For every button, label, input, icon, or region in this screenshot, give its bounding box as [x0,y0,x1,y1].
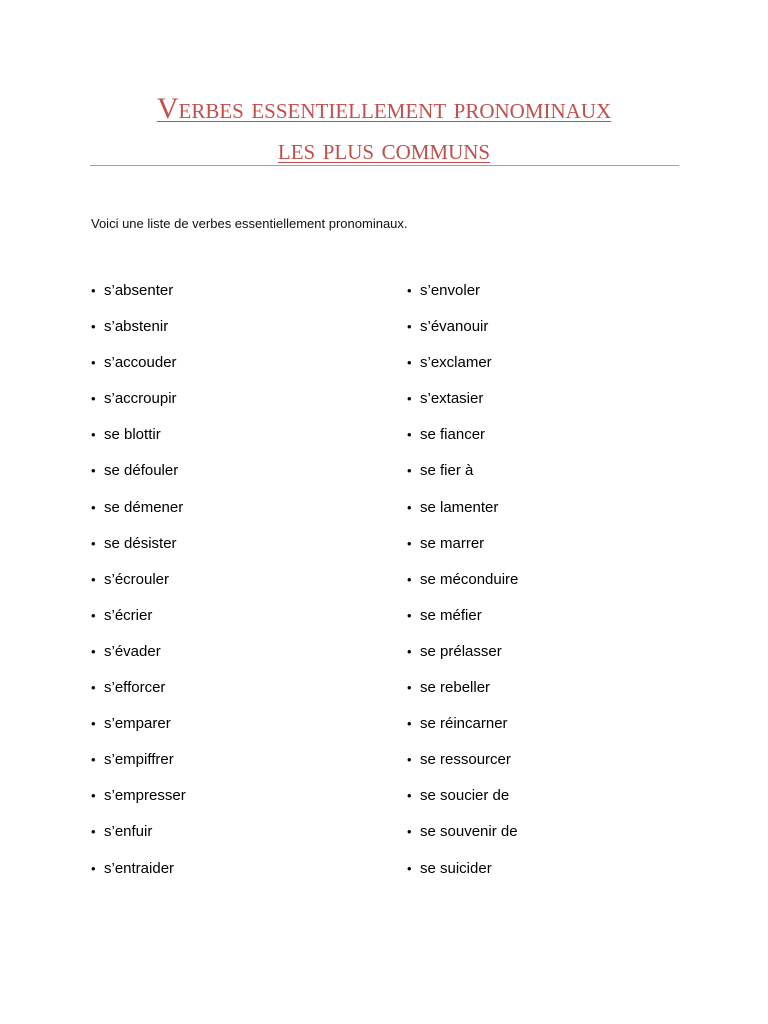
bullet-icon: • [91,427,96,443]
bullet-icon: • [91,535,96,551]
verb-label: s’enfuir [104,823,153,841]
verb-label: se fiancer [420,426,486,444]
verb-list-item [407,820,518,856]
title-line-2: les plus communs [277,133,491,166]
verb-label: s’écrouler [104,570,170,588]
verb-list-item [407,423,518,459]
verb-label: s’écrier [104,606,153,624]
bullet-icon: • [91,499,96,515]
verb-label: se marrer [420,534,485,552]
bullet-icon: • [407,319,412,335]
verb-label: s’extasier [420,390,484,408]
bullet-icon: • [91,391,96,407]
verb-list-item [407,387,518,423]
verb-list-item [407,604,518,640]
verb-list-item [91,387,186,423]
verb-list-item [407,496,518,532]
bullet-icon: • [407,283,412,298]
verb-list-item [407,712,518,748]
bullet-icon: • [91,860,96,876]
verb-list-item [91,315,186,351]
verb-label: se souvenir de [420,823,518,841]
verb-list-item [407,748,518,784]
bullet-icon: • [91,571,96,587]
verb-label: s’emparer [104,715,171,733]
bullet-icon: • [407,535,412,551]
verb-label: s’évader [104,642,161,660]
verb-label: s’accouder [104,354,177,372]
verb-list-item [91,459,186,495]
verb-list-item [407,459,518,495]
bullet-icon: • [91,752,96,768]
bullet-icon: • [407,499,412,515]
bullet-icon: • [407,643,412,659]
verb-label: s’empiffrer [104,751,174,769]
verb-label: se fier à [420,462,474,480]
verb-label: se démener [104,498,184,516]
bullet-icon: • [91,607,96,623]
title-line-1: Verbes essentiellement pronominaux [156,92,612,125]
bullet-icon: • [407,680,412,696]
bullet-icon: • [91,319,96,335]
bullet-icon: • [91,824,96,840]
verb-label: s’empresser [104,787,186,805]
verb-label: se soucier de [420,787,510,805]
bullet-icon: • [407,427,412,443]
bullet-icon: • [407,355,412,371]
verb-list-item [91,784,186,820]
verb-list-item [407,568,518,604]
verb-label: s’efforcer [104,679,166,697]
verb-label: se lamenter [420,498,499,516]
bullet-icon: • [91,643,96,659]
verb-list-item [407,532,518,568]
verb-list-left [91,279,186,893]
document-title [0,88,768,170]
verb-label: s’abstenir [104,318,169,336]
bullet-icon: • [407,391,412,407]
verb-list-right [407,279,518,893]
verb-list-item [91,568,186,604]
verb-list-item [91,857,186,893]
verb-list-item [407,315,518,351]
bullet-icon: • [91,788,96,804]
verb-label: s’évanouir [420,318,489,336]
bullet-icon: • [91,680,96,696]
verb-label: s’exclamer [420,354,492,372]
bullet-icon: • [407,752,412,768]
verb-list-item [407,857,518,893]
verb-list-item [91,279,186,315]
verb-list-item [407,676,518,712]
verb-label: se ressourcer [420,751,511,769]
bullet-icon: • [91,355,96,371]
bullet-icon: • [407,607,412,623]
verb-label: s’accroupir [104,390,177,408]
verb-list-item [91,351,186,387]
verb-list-item [91,820,186,856]
verb-list-item [407,784,518,820]
bullet-icon: • [407,571,412,587]
verb-list-item [91,712,186,748]
verb-list-item [91,748,186,784]
verb-label: se rebeller [420,679,491,697]
verb-label: se prélasser [420,642,502,660]
bullet-icon: • [407,788,412,804]
bullet-icon: • [407,463,412,479]
verb-list-item [91,532,186,568]
verb-label: s’absenter [104,282,174,299]
intro-text: Voici une liste de verbes essentiellement pronominaux. [91,216,408,231]
verb-list-item [91,640,186,676]
bullet-icon: • [91,283,96,298]
bullet-icon: • [407,824,412,840]
bullet-icon: • [91,463,96,479]
title-divider [90,165,679,166]
verb-label: se désister [104,534,177,552]
verb-list-item [91,676,186,712]
verb-list-item [91,423,186,459]
verb-list-item [407,640,518,676]
verb-label: s’envoler [420,282,481,299]
verb-label: se suicider [420,859,492,877]
verb-label: se réincarner [420,715,508,733]
verb-list-item [91,604,186,640]
verb-label: s’entraider [104,859,175,877]
bullet-icon: • [407,860,412,876]
bullet-icon: • [91,716,96,732]
verb-list-item [407,351,518,387]
verb-label: se blottir [104,426,161,444]
verb-label: se défouler [104,462,179,480]
verb-list-item [407,279,518,315]
bullet-icon: • [407,716,412,732]
verb-label: se méconduire [420,570,519,588]
verb-list-item [91,496,186,532]
verb-label: se méfier [420,606,482,624]
